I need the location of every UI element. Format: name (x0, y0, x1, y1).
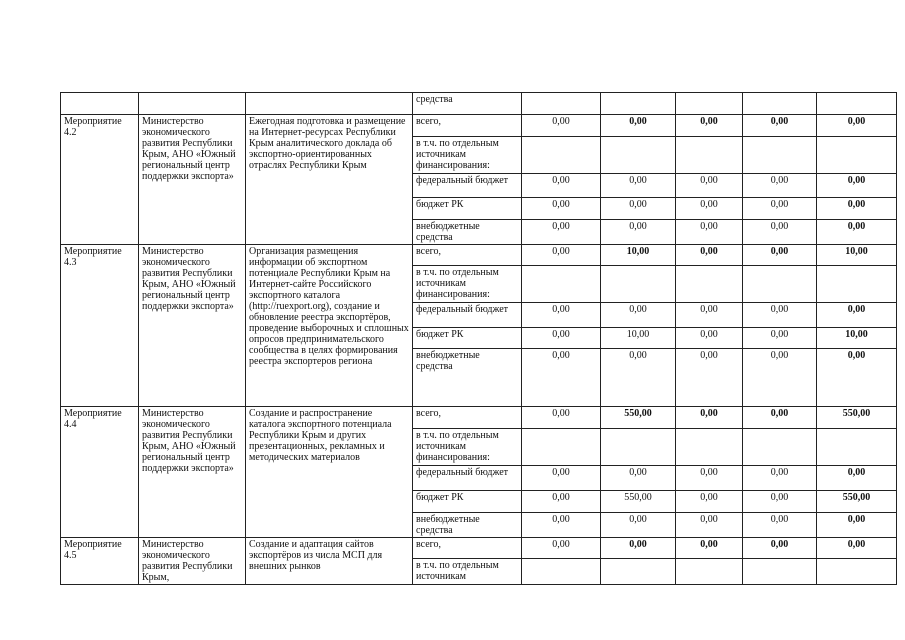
value-cell: 0,00 (522, 198, 601, 220)
value-cell: 0,00 (522, 349, 601, 407)
description-cell: Организация размещения информации об экспортном потенциале Республики Крым на Интернет-сайте Российского экспортного каталога (http://ruexport.org), создание и обновление реестра экспортёров, проведение выборочных и сплошных опросов предпринимательского сообщества в целях формирования реестра экспортеров региона (246, 245, 413, 407)
value-cell: 550,00 (817, 491, 897, 513)
value-cell: 0,00 (743, 220, 817, 245)
value-cell: 10,00 (601, 328, 676, 349)
value-cell: 10,00 (817, 245, 897, 266)
value-cell (676, 137, 743, 174)
value-cell: 0,00 (676, 328, 743, 349)
value-cell: 0,00 (522, 115, 601, 137)
value-cell (601, 266, 676, 303)
value-cell (817, 559, 897, 585)
value-cell (743, 429, 817, 466)
value-cell: 0,00 (522, 466, 601, 491)
value-cell (743, 266, 817, 303)
value-cell: 0,00 (601, 220, 676, 245)
value-cell: 0,00 (676, 220, 743, 245)
table-row (61, 245, 897, 266)
value-cell: 0,00 (676, 303, 743, 328)
value-cell: 0,00 (743, 174, 817, 198)
value-cell: 550,00 (601, 407, 676, 429)
code-cell: Мероприятие 4.5 (61, 538, 139, 585)
value-cell: 10,00 (817, 328, 897, 349)
value-cell (522, 266, 601, 303)
value-cell: 0,00 (676, 491, 743, 513)
value-cell: 0,00 (601, 174, 676, 198)
value-cell (817, 137, 897, 174)
value-cell: 0,00 (522, 174, 601, 198)
value-cell (743, 559, 817, 585)
value-cell: 10,00 (601, 245, 676, 266)
value-cell: 0,00 (743, 349, 817, 407)
value-cell (676, 429, 743, 466)
value-cell: 0,00 (601, 349, 676, 407)
value-cell: 0,00 (522, 220, 601, 245)
value-cell (817, 429, 897, 466)
value-cell: 0,00 (522, 245, 601, 266)
value-cell: 0,00 (676, 538, 743, 559)
code-cell (61, 93, 139, 115)
value-cell (522, 559, 601, 585)
value-cell: 0,00 (676, 198, 743, 220)
source-cell: в т.ч. по отдельным источникам финансирования: (413, 266, 522, 303)
value-cell: 550,00 (817, 407, 897, 429)
value-cell: 0,00 (743, 328, 817, 349)
source-cell: всего, (413, 245, 522, 266)
value-cell: 0,00 (743, 466, 817, 491)
source-cell: бюджет РК (413, 198, 522, 220)
source-cell: внебюджетные средства (413, 220, 522, 245)
value-cell: 0,00 (817, 174, 897, 198)
source-cell: бюджет РК (413, 328, 522, 349)
value-cell: 0,00 (743, 198, 817, 220)
value-cell: 0,00 (676, 513, 743, 538)
description-cell: Создание и адаптация сайтов экспортёров из числа МСП для внешних рынков (246, 538, 413, 585)
table-row (61, 115, 897, 137)
value-cell: 0,00 (522, 491, 601, 513)
source-cell: федеральный бюджет (413, 303, 522, 328)
value-cell (522, 137, 601, 174)
source-cell: внебюджетные средства (413, 349, 522, 407)
value-cell: 0,00 (676, 115, 743, 137)
value-cell: 0,00 (817, 220, 897, 245)
source-cell: бюджет РК (413, 491, 522, 513)
value-cell: 0,00 (743, 245, 817, 266)
value-cell: 0,00 (676, 466, 743, 491)
description-cell: Ежегодная подготовка и размещение на Интернет-ресурсах Республики Крым аналитического доклада об экспортно-ориентированных отраслях Республики Крым (246, 115, 413, 245)
value-cell: 0,00 (817, 466, 897, 491)
source-cell: внебюджетные средства (413, 513, 522, 538)
value-cell: 0,00 (817, 303, 897, 328)
value-cell (522, 429, 601, 466)
value-cell: 0,00 (601, 115, 676, 137)
value-cell: 0,00 (522, 407, 601, 429)
source-cell: в т.ч. по отдельным источникам финансирования: (413, 137, 522, 174)
executor-cell: Министерство экономического развития Республики Крым, АНО «Южный региональный центр поддержки экспорта» (139, 245, 246, 407)
value-cell: 0,00 (676, 245, 743, 266)
value-cell: 0,00 (522, 328, 601, 349)
code-cell: Мероприятие 4.4 (61, 407, 139, 538)
source-cell: всего, (413, 407, 522, 429)
description-cell: Создание и распространение каталога экспортного потенциала Республики Крым и других презентационных, рекламных и методических материалов (246, 407, 413, 538)
source-cell: федеральный бюджет (413, 466, 522, 491)
source-cell: всего, (413, 538, 522, 559)
value-cell: 0,00 (676, 174, 743, 198)
value-cell: 0,00 (743, 303, 817, 328)
value-cell (743, 137, 817, 174)
value-cell: 0,00 (522, 513, 601, 538)
value-cell: 0,00 (601, 198, 676, 220)
table-row (61, 538, 897, 559)
value-cell: 550,00 (601, 491, 676, 513)
value-cell (743, 93, 817, 115)
value-cell: 0,00 (743, 513, 817, 538)
value-cell: 0,00 (601, 513, 676, 538)
table-body (61, 93, 897, 585)
value-cell (676, 559, 743, 585)
value-cell: 0,00 (817, 198, 897, 220)
value-cell: 0,00 (601, 538, 676, 559)
value-cell: 0,00 (601, 303, 676, 328)
value-cell (676, 93, 743, 115)
executor-cell: Министерство экономического развития Республики Крым, (139, 538, 246, 585)
value-cell: 0,00 (817, 349, 897, 407)
description-cell (246, 93, 413, 115)
value-cell: 0,00 (743, 115, 817, 137)
code-cell: Мероприятие 4.2 (61, 115, 139, 245)
value-cell: 0,00 (676, 349, 743, 407)
value-cell (601, 429, 676, 466)
executor-cell: Министерство экономического развития Республики Крым, АНО «Южный региональный центр поддержки экспорта» (139, 407, 246, 538)
value-cell: 0,00 (522, 303, 601, 328)
value-cell (601, 559, 676, 585)
value-cell: 0,00 (676, 407, 743, 429)
source-cell: федеральный бюджет (413, 174, 522, 198)
value-cell (601, 137, 676, 174)
value-cell: 0,00 (601, 466, 676, 491)
executor-cell: Министерство экономического развития Республики Крым, АНО «Южный региональный центр поддержки экспорта» (139, 115, 246, 245)
code-cell: Мероприятие 4.3 (61, 245, 139, 407)
value-cell (817, 266, 897, 303)
table-row (61, 93, 897, 115)
source-cell: всего, (413, 115, 522, 137)
value-cell: 0,00 (817, 513, 897, 538)
source-cell: средства (413, 93, 522, 115)
source-cell: в т.ч. по отдельным источникам финансирования: (413, 429, 522, 466)
value-cell: 0,00 (817, 115, 897, 137)
value-cell: 0,00 (522, 538, 601, 559)
value-cell: 0,00 (743, 491, 817, 513)
executor-cell (139, 93, 246, 115)
source-cell: в т.ч. по отдельным источникам (413, 559, 522, 585)
budget-table (60, 92, 897, 585)
value-cell (522, 93, 601, 115)
value-cell (817, 93, 897, 115)
value-cell: 0,00 (743, 407, 817, 429)
table-row (61, 407, 897, 429)
value-cell: 0,00 (817, 538, 897, 559)
value-cell (676, 266, 743, 303)
value-cell (601, 93, 676, 115)
value-cell: 0,00 (743, 538, 817, 559)
